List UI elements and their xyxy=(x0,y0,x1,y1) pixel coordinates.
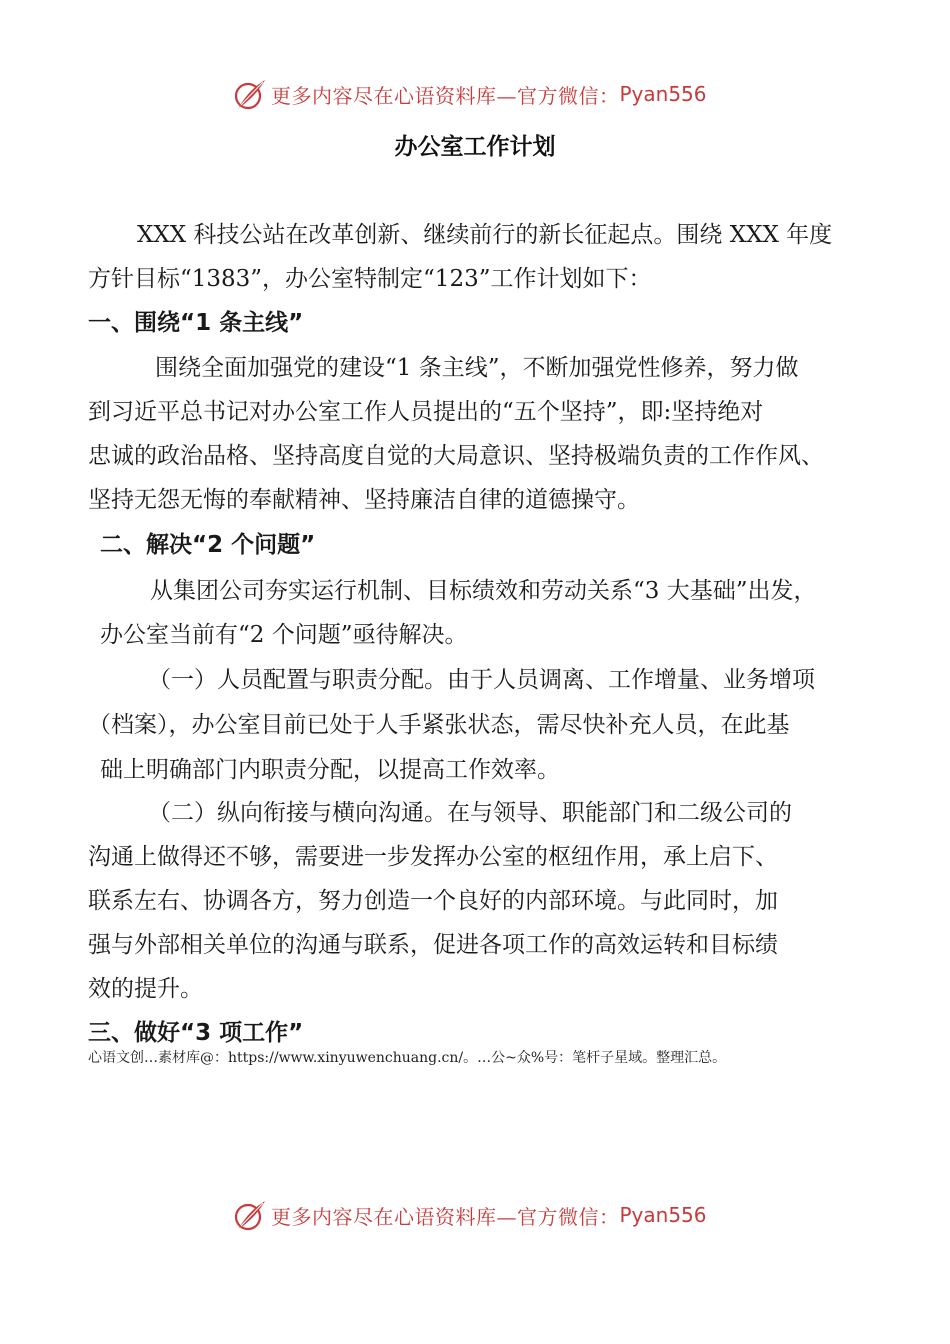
section2-intro-line: 从集团公司夯实运行机制、目标绩效和劳动关系“3 大基础”出发， xyxy=(150,578,817,604)
section2-item2-line: （二）纵向衔接与横向沟通。在与领导、职能部门和二级公司的 xyxy=(148,800,792,826)
section1-line: 围绕全面加强党的建设“1 条主线”，不断加强党性修养，努力做 xyxy=(155,355,799,381)
section2-item2-line: 沟通上做得还不够，需要进一步发挥办公室的枢纽作用，承上启下、 xyxy=(88,844,778,870)
banner-text: 更多内容尽在心语资料库—官方微信： xyxy=(271,1204,620,1229)
section2-heading: 二、解决“2 个问题” xyxy=(100,532,316,558)
section1-line: 坚持无怨无悔的奉献精神、坚持廉洁自律的道德操守。 xyxy=(88,487,640,513)
section2-item1-line: （一）人员配置与职责分配。由于人员调离、工作增量、业务增项 xyxy=(148,667,815,693)
section1-line: 到习近平总书记对办公室工作人员提出的“五个坚持”，即:坚持绝对 xyxy=(88,399,764,425)
feather-quill-logo-icon xyxy=(233,77,267,111)
section1-heading: 一、围绕“1 条主线” xyxy=(88,310,304,336)
section1-line: 忠诚的政治品格、坚持高度自觉的大局意识、坚持极端负责的工作作风、 xyxy=(88,443,824,469)
banner-wechat-id: Pyan556 xyxy=(619,1203,707,1227)
section2-item2-line: 联系左右、协调各方，努力创造一个良好的内部环境。与此同时，加 xyxy=(88,888,778,914)
section2-item2-line: 强与外部相关单位的沟通与联系，促进各项工作的高效运转和目标绩 xyxy=(88,932,778,958)
banner-text: 更多内容尽在心语资料库—官方微信： xyxy=(271,83,620,108)
source-note: 心语文创…素材库@：https://www.xinyuwenchuang.cn/。…公~众%号：笔杆子星域。整理汇总。 xyxy=(88,1050,727,1066)
section2-item1-line: （档案），办公室目前已处于人手紧张状态，需尽快补充人员，在此基 xyxy=(88,712,790,738)
feather-quill-logo-icon xyxy=(233,1198,267,1232)
section2-item2-line: 效的提升。 xyxy=(88,976,203,1002)
section3-heading: 三、做好“3 项工作” xyxy=(88,1020,304,1046)
footer-banner xyxy=(0,1195,950,1235)
section2-intro-line: 办公室当前有“2 个问题”亟待解决。 xyxy=(100,622,468,648)
intro-line: 方针目标“1383”，办公室特制定“123”工作计划如下： xyxy=(88,266,652,292)
section2-item1-line: 础上明确部门内职责分配，以提高工作效率。 xyxy=(100,757,560,783)
page-title: 办公室工作计划 xyxy=(394,134,556,160)
header-banner xyxy=(0,74,950,114)
intro-line: XXX 科技公站在改革创新、继续前行的新长征起点。围绕 XXX 年度 xyxy=(137,222,833,248)
banner-wechat-id: Pyan556 xyxy=(619,82,707,106)
